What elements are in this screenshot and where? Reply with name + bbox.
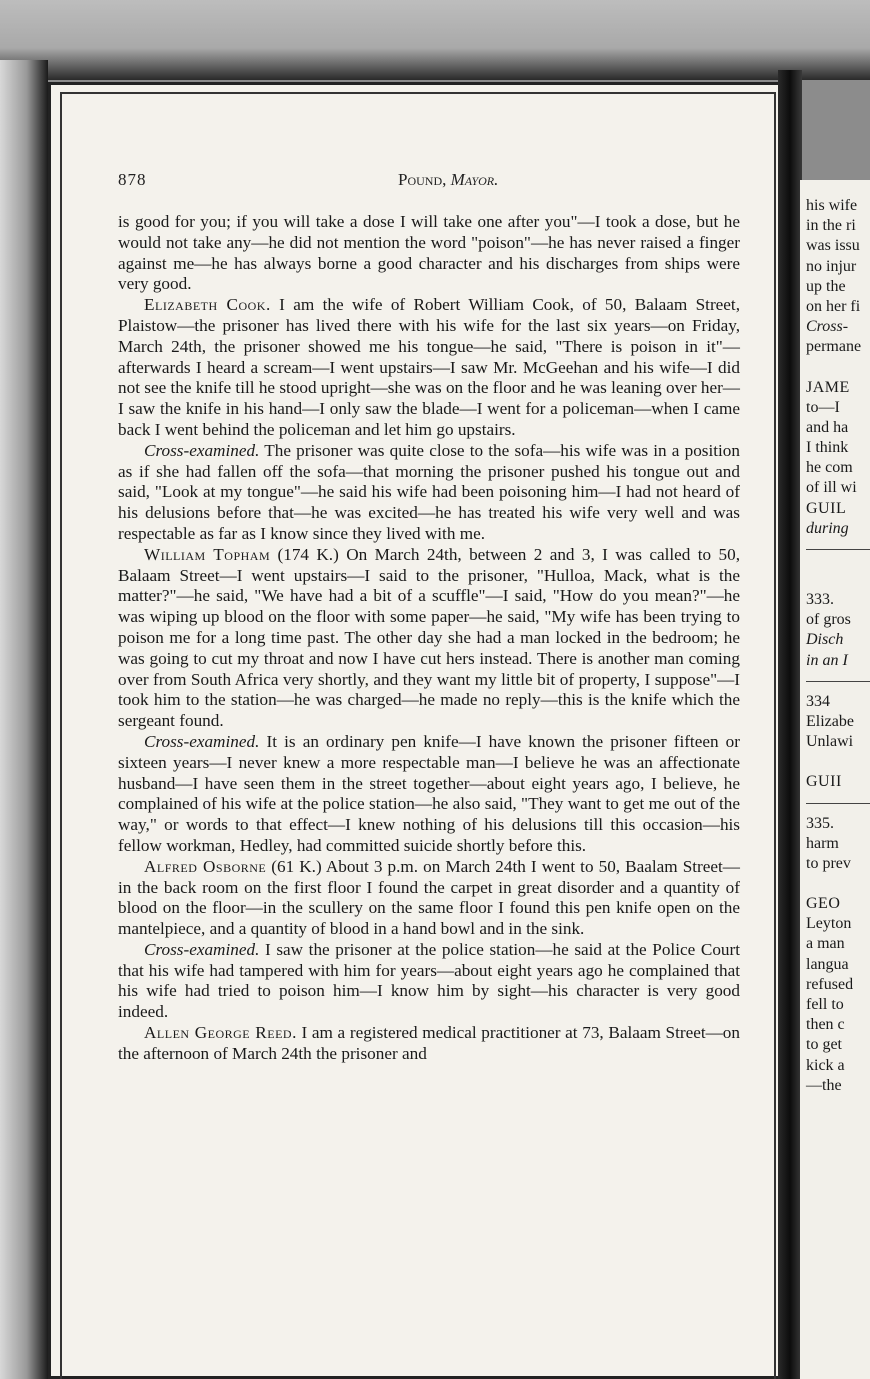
witness-name: William Topham (144, 544, 271, 564)
right-line: no injur (806, 257, 857, 275)
title-name: Pound, (398, 170, 447, 189)
right-line: in an I (806, 651, 848, 669)
testimony-text: I am the wife of Robert William Cook, of 50, Balaam Street, Plaistow—the prisoner has lived there with his wife for the last six years—on Friday, March 24th, the prisoner showed me his tongue—he said, "There is poison in it"—afterwards I heard a scream—I went upstairs—I saw Mr. McGeehan and his wife—I did not see the knife till he stood upright—she was on the floor and he was leaning over her—I saw the knife in his hand—I only saw the blade—I went for a policeman—when I came back I went behind the policeman and let him go upstairs. (118, 295, 740, 439)
right-line: harm (806, 834, 839, 852)
right-line: 333. (806, 591, 834, 608)
paragraph-6 (118, 857, 740, 940)
witness-number: (61 K.) (271, 856, 322, 876)
right-line: Elizabe (806, 712, 854, 730)
right-line: to get (806, 1036, 842, 1054)
right-line: fell to (806, 996, 844, 1013)
right-line: 334 (806, 692, 830, 710)
section-rule (806, 803, 870, 804)
page-title (398, 170, 498, 190)
right-line: in the ri (806, 217, 856, 235)
right-line: Disch (806, 631, 844, 649)
right-line: during (806, 519, 849, 537)
witness-number: (174 K.) (277, 544, 339, 564)
right-line: permane (806, 338, 862, 356)
right-line: Cross- (806, 318, 849, 336)
right-page-text (806, 196, 870, 1096)
right-line: to prev (806, 854, 851, 872)
paragraph-8 (118, 1023, 740, 1065)
paragraph-3 (118, 441, 740, 545)
book-gutter (778, 70, 802, 1379)
testimony-text: On March 24th, between 2 and 3, I was called to 50, Balaam Street—I went upstairs—I said to the prisoner, "Hulloa, Mack, what is the matter?"—he said, "We have had a bit of a scuffle"—I said, "How do you mean?"—he was wiping up blood on the floor with some paper—he said, "My wife has been trying to poison me for a long time past. The other day she had a man locked in the bedroom; he was going to cut my throat and now I have cut hers instead. There is another man coming over from South Africa very shortly, and they want my little bit of property, I suppose"—I took him to the station—he was charged—he made no reply—this is the knife which the sergeant found. (118, 544, 741, 731)
right-line: to—I (806, 398, 840, 416)
section-rule (806, 549, 870, 550)
testimony-text: About 3 p.m. on March 24th I went to 50, Baalam Street—in the back room on the first floor I found the carpet in great disorder and a quantity of blood on the floor—in the scullery on the same floor I found this pen knife open on the mantelpiece, and a quantity of blood in a hand bowl and in the sink. (118, 856, 740, 939)
running-head (118, 170, 758, 194)
right-line: of ill wi (806, 479, 857, 497)
right-line: GUIL (806, 499, 847, 517)
testimony-text: It is an ordinary pen knife—I have known the prisoner fifteen or sixteen years—I never knew a more respectable man—I believe he was an affectionate husband—I have seen them in the street together—about eight years ago, I believe, he complained of his wife at the police station—he also said, "They want to get me out of the way," or words to that effect—I knew nothing of his delusions till this occasion—his fellow workman, Hedley, had committed suicide shortly before this. (118, 731, 741, 855)
right-page-fragment (800, 180, 870, 1379)
right-line: —the (806, 1076, 842, 1094)
right-line: kick a (806, 1056, 845, 1074)
right-line: 335. (806, 814, 834, 832)
scan-top-edge (0, 0, 870, 80)
testimony-text: I saw the prisoner at the police station—he said at the Police Court that his wife had tampered with him for years—about eight years ago he complained that his wife had tried to poison him—I know him by sight—his character is very good indeed. (118, 939, 741, 1022)
cross-examined-label: Cross-examined. (144, 731, 260, 751)
right-line: JAME (806, 378, 850, 396)
right-line: refused (806, 975, 854, 993)
right-line: on her fi (806, 297, 861, 315)
cross-examined-label: Cross-examined. (144, 440, 260, 460)
scan-left-edge (0, 60, 48, 1379)
right-line: up the (806, 277, 846, 295)
paragraph-2 (118, 295, 740, 441)
right-line: langua (806, 955, 849, 973)
paragraph-1: is good for you; if you will take a dose I will take one after you"—I took a dose, but he would not take any—he did not mention the word "poison"—he has never raised a finger against me—he has always borne a good character and his discharges from ships were very good. (118, 212, 740, 294)
paragraph-7 (118, 940, 740, 1023)
right-line: was issu (806, 237, 860, 255)
witness-name: Alfred Osborne (144, 856, 267, 876)
right-line: GEO (806, 895, 841, 913)
witness-name: Elizabeth Cook. (144, 295, 271, 315)
page-number: 878 (118, 170, 147, 189)
right-line: Unlawi (806, 733, 854, 751)
right-line: his wife (806, 197, 858, 214)
right-line: GUII (806, 773, 842, 791)
title-role: Mayor. (450, 170, 499, 189)
right-line: I think (806, 439, 849, 457)
main-text (118, 212, 740, 1065)
right-line: Leyton (806, 915, 852, 933)
right-line: he com (806, 459, 853, 477)
right-line: of gros (806, 611, 851, 629)
witness-name: Allen George Reed. (144, 1023, 297, 1043)
cross-examined-label: Cross-examined. (144, 939, 260, 959)
paragraph-5 (118, 732, 740, 857)
right-line: a man (806, 935, 845, 953)
paragraph-4 (118, 545, 740, 732)
right-line: then c (806, 1016, 845, 1034)
testimony-text: The prisoner was quite close to the sofa—his wife was in a position as if she had fallen off the sofa—that morning the prisoner pushed his tongue out and said, "Look at my tongue"—he said his wife had been poisoning him—I had not heard of his delusions before that—he was excited—he has treated his wife very well and was respectable as far as I know since they lived with me. (118, 440, 740, 543)
section-rule (806, 681, 870, 682)
right-line: and ha (806, 418, 849, 436)
testimony-text: I am a registered medical practitioner at 73, Balaam Street—on the afternoon of March 24th the prisoner and (118, 1023, 740, 1063)
